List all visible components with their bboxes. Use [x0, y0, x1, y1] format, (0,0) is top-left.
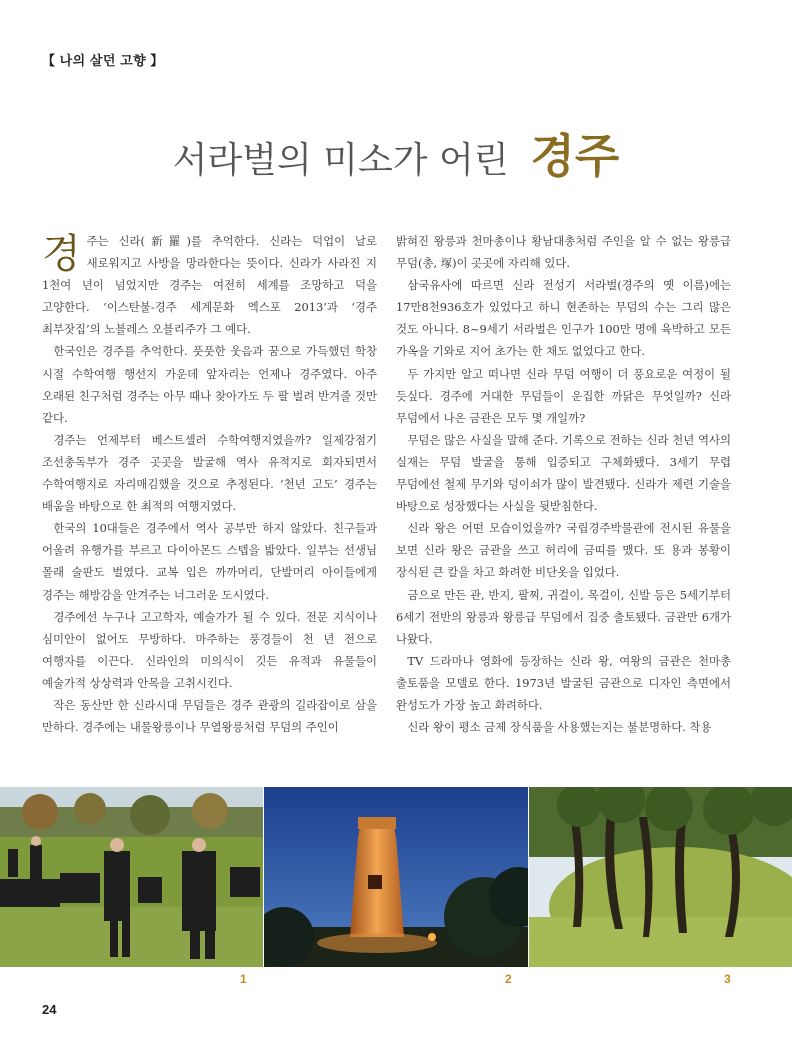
photo-caption-3: 3 — [724, 972, 731, 986]
paragraph: 경주에선 누구나 고고학자, 예술가가 될 수 있다. 전문 지식이나 심미안이 없어도 무방하다. 마주하는 풍경들이 천 년 전으로 여행자를 이끈다. 신라인의 미의식이 깃든 유적과 유물들이 예술가적 상상력과 안목을 고취시킨다. — [42, 609, 377, 690]
paragraph: 신라 왕은 어떤 모습이었을까? 국립경주박물관에 전시된 유물을 보면 신라 왕은 금관을 쓰고 허리에 금띠를 맸다. 또 용과 봉황이 장식된 큰 칼을 차고 화려한 비단옷을 입었다. — [396, 521, 731, 580]
paragraph: 삼국유사에 따르면 신라 전성기 서라벌(경주의 옛 이름)에는 17만8천936호가 있었다고 하니 현존하는 무덤의 수는 그리 많은 것도 아니다. 8~9세기 서라벌은 인구가 100만 명에 육박하고 모든 가옥을 기와로 지어 초가는 한 채도 없었다고 한다. — [396, 278, 731, 359]
paragraph: 금으로 만든 관, 반지, 팔찌, 귀걸이, 목걸이, 신발 등은 5세기부터 6세기 전반의 왕릉과 왕릉급 무덤에서 집중 출토됐다. 금관만 6개가 나왔다. — [396, 587, 731, 646]
paragraph: 작은 동산만 한 신라시대 무덤들은 경주 관광의 길라잡이로 삼을 만하다. 경주에는 내물왕릉이나 무열왕릉처럼 무덤의 주인이 — [42, 697, 377, 735]
paragraph: 한국의 10대들은 경주에서 역사 공부만 하지 않았다. 친구들과 어울려 유행가를 부르고 다이아몬드 스텝을 밟았다. 일부는 선생님 몰래 술판도 벌였다. 교복 입은 까까머리, 단발머리 아이들에게 경주는 해방감을 안겨주는 너그러운 도시였다. — [42, 521, 377, 602]
paragraph: 무덤은 많은 사실을 말해 준다. 기록으로 전하는 신라 천년 역사의 실재는 무덤 발굴을 통해 입증되고 구체화됐다. 3세기 무렵 무덤에선 철제 무기와 덩이쇠가 많이 발견됐다. 신라가 제련 기술을 바탕으로 성장했다는 사실을 뒷받침한다. — [396, 432, 731, 514]
photo-students-dancing — [0, 787, 263, 967]
paragraph: 경주는 신라(新羅)를 추억한다. 신라는 덕업이 날로 새로워지고 사방을 망라한다는 뜻이다. 신라가 사라진 지 1천여 년이 넘었지만 경주는 여전히 세계를 조망하고 덕을 고양한다. ‘이스탄불-경주 세계문화 엑스포 2013’과 ‘경주 최부잣집’의 노블레스 오블리주가 그 예다. — [42, 231, 377, 337]
paragraph: 경주는 언제부터 베스트셀러 수학여행지였을까? 일제강점기 조선총독부가 경주 곳곳을 발굴해 역사 유적지로 회자되면서 수학여행지로 자리매김했을 것으로 추정된다. ‘천년 고도’ 경주는 배움을 바탕으로 한 최적의 여행지였다. — [42, 432, 377, 514]
paragraph: 밝혀진 왕릉과 천마총이나 황남대총처럼 주인을 알 수 없는 왕릉급 무덤(총, 塚)이 곳곳에 자리해 있다. — [396, 234, 731, 271]
section-tag: 【 나의 살던 고향 】 — [42, 53, 164, 68]
photo-strip — [0, 787, 792, 967]
paragraph: 한국인은 경주를 추억한다. 풋풋한 웃음과 꿈으로 가득했던 학창 시절 수학여행 행선지 가운데 앞자리는 언제나 경주였다. 아주 오래된 친구처럼 경주는 아무 때나 찾아가도 두 팔 벌려 반겨줄 것만 같다. — [42, 344, 377, 425]
photo-caption-2: 2 — [505, 972, 512, 986]
page-number: 24 — [42, 1002, 57, 1017]
title-accent: 경주 — [530, 129, 620, 183]
paragraph: 신라 왕이 평소 금제 장식품을 사용했는지는 불분명하다. 착용 — [407, 720, 712, 735]
photo-caption-1: 1 — [240, 972, 247, 986]
article-column-right — [396, 230, 731, 738]
photo-royal-tomb — [529, 787, 792, 967]
photo-observatory-night — [264, 787, 528, 967]
page-title — [0, 120, 792, 186]
title-main: 서라벌의 미소가 어린 — [172, 140, 509, 181]
article-column-left — [42, 230, 377, 738]
paragraph: 두 가지만 알고 떠나면 신라 무덤 여행이 더 풍요로운 여정이 될 듯싶다. 경주에 거대한 무덤들이 운집한 까닭은 무엇일까? 신라 무덤에서 나온 금관은 모두 몇 개일까? — [396, 366, 731, 425]
dropcap: 경 — [42, 231, 81, 277]
paragraph: TV 드라마나 영화에 등장하는 신라 왕, 여왕의 금관은 천마총 출토품을 모델로 한다. 1973년 발굴된 금관으로 디자인 측면에서 완성도가 가장 높고 화려하다. — [396, 653, 731, 712]
